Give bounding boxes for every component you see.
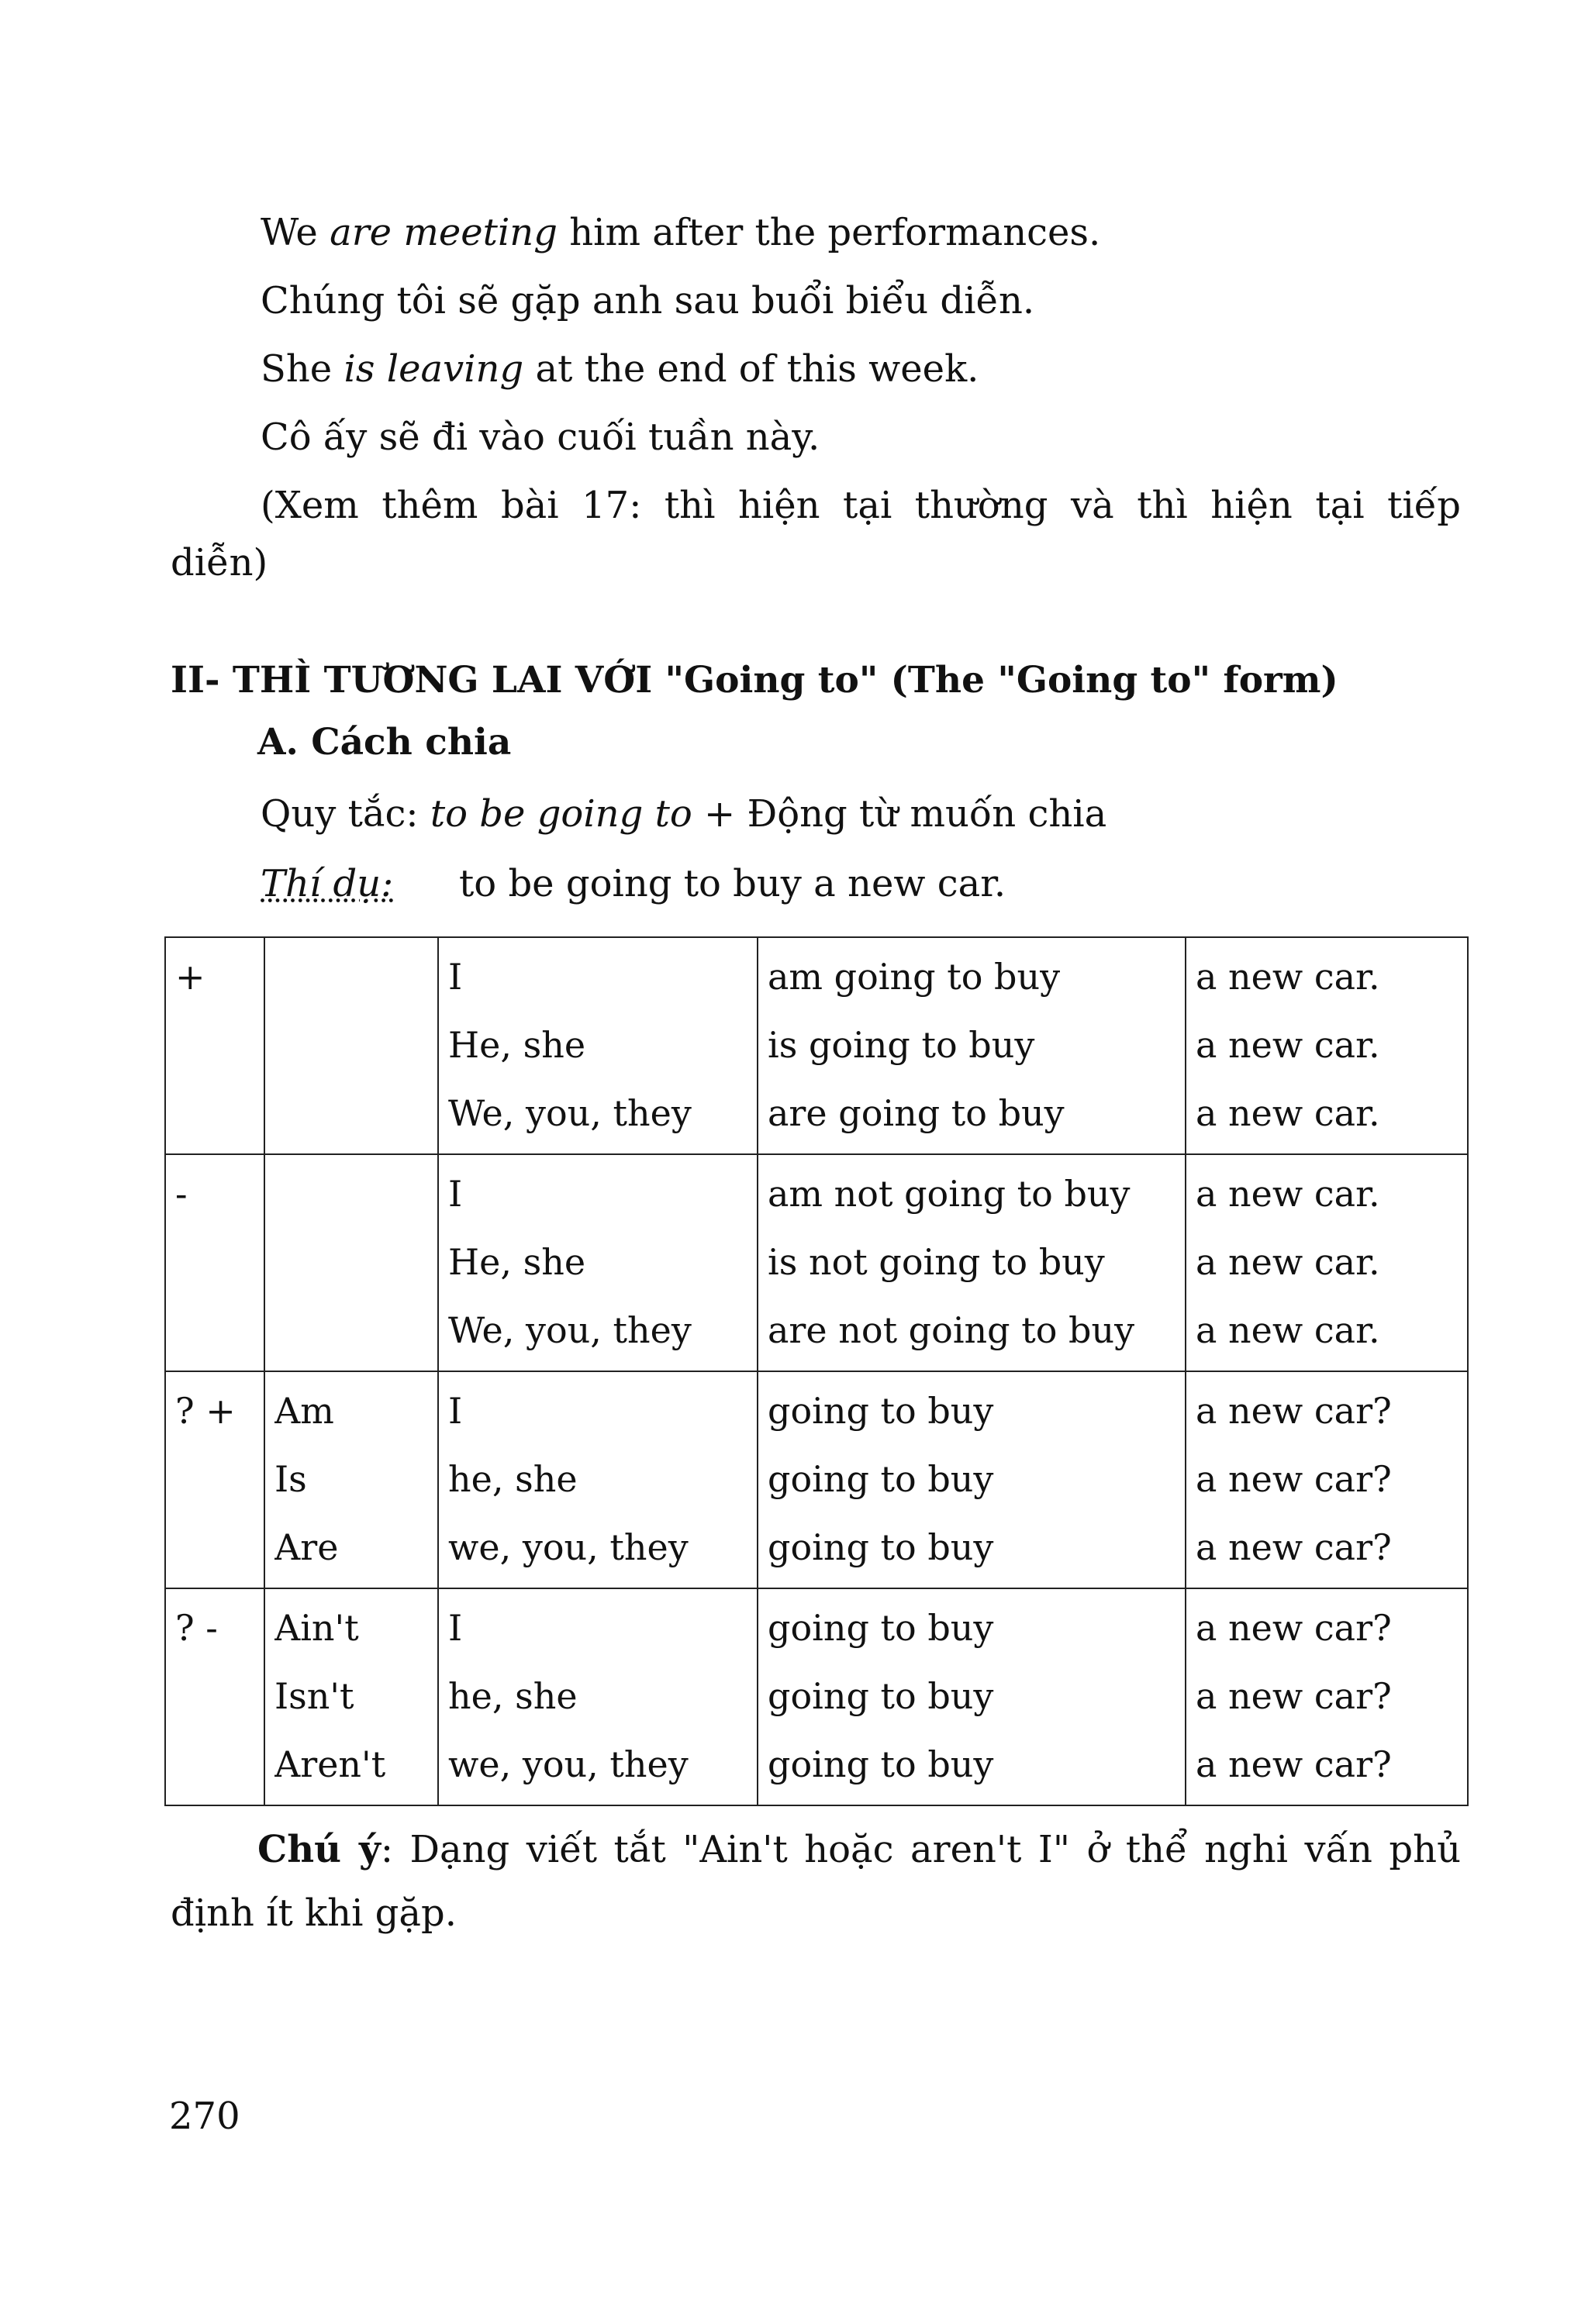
table-cell-subjects (438, 1588, 758, 1805)
usage-note (257, 1826, 1461, 1873)
aux-text: Is (274, 1458, 307, 1500)
table-cell-subjects (438, 1371, 758, 1588)
table-cell-subjects (438, 1154, 758, 1371)
object-text: a new car? (1196, 1607, 1392, 1649)
cross-reference-note-end: diễn) (171, 541, 268, 584)
example-intro (261, 860, 1006, 907)
verb-text: going to buy (768, 1743, 994, 1785)
subject-text: I (448, 956, 463, 998)
aux-text (274, 943, 426, 1011)
example-1-verb: are meeting (330, 211, 558, 254)
conjugation-table (164, 936, 1469, 1806)
example-1-subject: We (261, 211, 330, 254)
object-text: a new car? (1196, 1390, 1392, 1432)
table-cell-verbs (758, 1588, 1186, 1805)
aux-text: Isn't (274, 1675, 354, 1717)
table-cell-aux (264, 1154, 438, 1371)
verb-text: are going to buy (768, 1092, 1065, 1134)
aux-text: Am (274, 1390, 334, 1432)
subject-text: I (448, 1173, 463, 1215)
table-cell-verbs (758, 937, 1186, 1154)
object-text: a new car. (1196, 1092, 1380, 1134)
subject-text: I (448, 1390, 463, 1432)
table-cell-aux (264, 1371, 438, 1588)
verb-text: am going to buy (768, 956, 1061, 998)
object-text: a new car. (1196, 1309, 1380, 1351)
object-text: a new car? (1196, 1458, 1392, 1500)
aux-text (274, 1079, 426, 1147)
example-line-1 (261, 209, 1100, 256)
table-cell-objects (1186, 1371, 1468, 1588)
aux-text: Are (274, 1526, 339, 1568)
sign-affirmative: + (175, 956, 205, 998)
object-text: a new car? (1196, 1743, 1392, 1785)
verb-text: going to buy (768, 1675, 994, 1717)
sign-negative-interrogative: ? - (175, 1607, 218, 1649)
page-number: 270 (169, 2095, 240, 2138)
subject-text: he, she (448, 1675, 578, 1717)
table-cell-subjects (438, 937, 758, 1154)
aux-text (274, 1228, 426, 1296)
subject-text: we, you, they (448, 1743, 689, 1785)
table-cell-objects (1186, 1588, 1468, 1805)
sign-interrogative: ? + (175, 1390, 236, 1432)
subject-text: He, she (448, 1241, 586, 1283)
table-cell-sign (165, 1588, 264, 1805)
table-row-negative-interrogative (165, 1588, 1468, 1805)
example-3-subject: She (261, 347, 344, 391)
verb-text: going to buy (768, 1390, 994, 1432)
verb-text: going to buy (768, 1607, 994, 1649)
aux-text (274, 1296, 426, 1364)
example-text: to be going to buy a new car. (459, 862, 1006, 905)
cross-reference-note: (Xem thêm bài 17: thì hiện tại thường và thì hiện tại tiếp (261, 484, 1461, 527)
sign-negative: - (175, 1173, 188, 1215)
table-row-interrogative (165, 1371, 1468, 1588)
example-3-verb: is leaving (343, 347, 524, 391)
example-line-2: Chúng tôi sẽ gặp anh sau buổi biểu diễn. (261, 279, 1035, 322)
rule-rest: + Động từ muốn chia (692, 792, 1107, 836)
subsection-heading: A. Cách chia (257, 721, 512, 764)
table-cell-aux (264, 1588, 438, 1805)
rule-formula: to be going to (430, 792, 692, 836)
object-text: a new car. (1196, 1241, 1380, 1283)
subject-text: He, she (448, 1024, 586, 1066)
section-heading: II- THÌ TƯƠNG LAI VỚI "Going to" (The "Going to" form) (171, 659, 1338, 702)
verb-text: is going to buy (768, 1024, 1035, 1066)
note-text: : Dạng viết tắt "Ain't hoặc aren't I" ở thể nghi vấn phủ (380, 1828, 1461, 1871)
table-row-negative (165, 1154, 1468, 1371)
table-cell-objects (1186, 1154, 1468, 1371)
rule-label: Quy tắc: (261, 792, 430, 836)
aux-text (274, 1011, 426, 1079)
subject-text: he, she (448, 1458, 578, 1500)
verb-text: are not going to buy (768, 1309, 1135, 1351)
object-text: a new car. (1196, 956, 1380, 998)
subject-text: I (448, 1607, 463, 1649)
table-cell-verbs (758, 1154, 1186, 1371)
verb-text: is not going to buy (768, 1241, 1105, 1283)
verb-text: going to buy (768, 1458, 994, 1500)
example-line-4: Cô ấy sẽ đi vào cuối tuần này. (261, 415, 820, 459)
usage-note-end: định ít khi gặp. (171, 1891, 457, 1935)
subject-text: we, you, they (448, 1526, 689, 1568)
note-label: Chú ý (257, 1828, 381, 1871)
example-1-rest: him after the performances. (557, 211, 1101, 254)
verb-text: am not going to buy (768, 1173, 1131, 1215)
object-text: a new car. (1196, 1024, 1380, 1066)
aux-text (274, 1160, 426, 1228)
object-text: a new car? (1196, 1675, 1392, 1717)
verb-text: going to buy (768, 1526, 994, 1568)
table-row-affirmative (165, 937, 1468, 1154)
table-cell-sign (165, 937, 264, 1154)
subject-text: We, you, they (448, 1309, 692, 1351)
object-text: a new car. (1196, 1173, 1380, 1215)
table-cell-objects (1186, 937, 1468, 1154)
object-text: a new car? (1196, 1526, 1392, 1568)
table-cell-sign (165, 1371, 264, 1588)
conjugation-rule (261, 791, 1106, 837)
example-line-3 (261, 346, 979, 392)
subject-text: We, you, they (448, 1092, 692, 1134)
table-cell-sign (165, 1154, 264, 1371)
table-cell-aux (264, 937, 438, 1154)
aux-text: Ain't (274, 1607, 359, 1649)
example-label: Thí dụ: (261, 862, 394, 905)
example-3-rest: at the end of this week. (523, 347, 979, 391)
table-cell-verbs (758, 1371, 1186, 1588)
aux-text: Aren't (274, 1743, 386, 1785)
